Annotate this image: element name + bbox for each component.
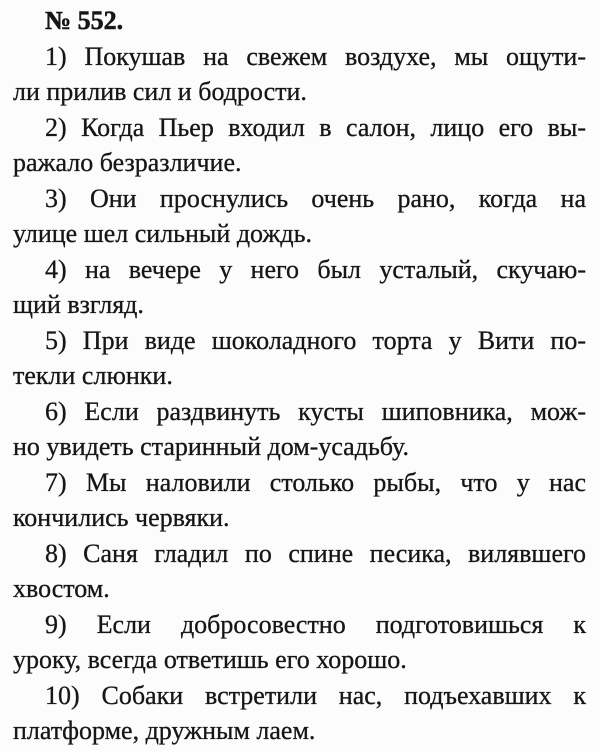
text-line: хвостом.: [13, 574, 110, 603]
text-line: 9) Если добросовестно подготовишься к: [45, 609, 586, 639]
text-line: текли слюнки.: [13, 361, 173, 390]
text-line: ражало безразличие.: [13, 148, 242, 177]
text-line: платформе, дружным лаем.: [13, 716, 316, 745]
text-line: уроку, всегда ответишь его хорошо.: [13, 645, 407, 674]
text-line: щий взгляд.: [13, 290, 144, 319]
text-line: ли прилив сил и бодрости.: [13, 77, 307, 106]
text-line: 1) Покушав на свежем воздухе, мы ощути-: [45, 41, 586, 71]
text-line: 6) Если раздвинуть кусты шиповника, мож-: [45, 396, 586, 426]
text-line: улице шел сильный дождь.: [13, 219, 312, 248]
text-line: 5) При виде шоколадного торта у Вити по-: [45, 325, 586, 355]
text-line: но увидеть старинный дом-усадьбу.: [13, 432, 409, 461]
text-line: 7) Мы наловили столько рыбы, что у нас: [45, 467, 586, 497]
text-line: 2) Когда Пьер входил в салон, лицо его вы-: [45, 112, 586, 142]
text-line: 8) Саня гладил по спине песика, вилявшего: [45, 538, 586, 568]
text-line: 10) Собаки встретили нас, подъехавших к: [45, 680, 586, 710]
text-line: 3) Они проснулись очень рано, когда на: [45, 183, 586, 213]
text-line: кончились червяки.: [13, 503, 230, 532]
text-line: 4) на вечере у него был усталый, скучаю-: [45, 254, 586, 284]
exercise-number-heading: № 552.: [45, 6, 124, 35]
